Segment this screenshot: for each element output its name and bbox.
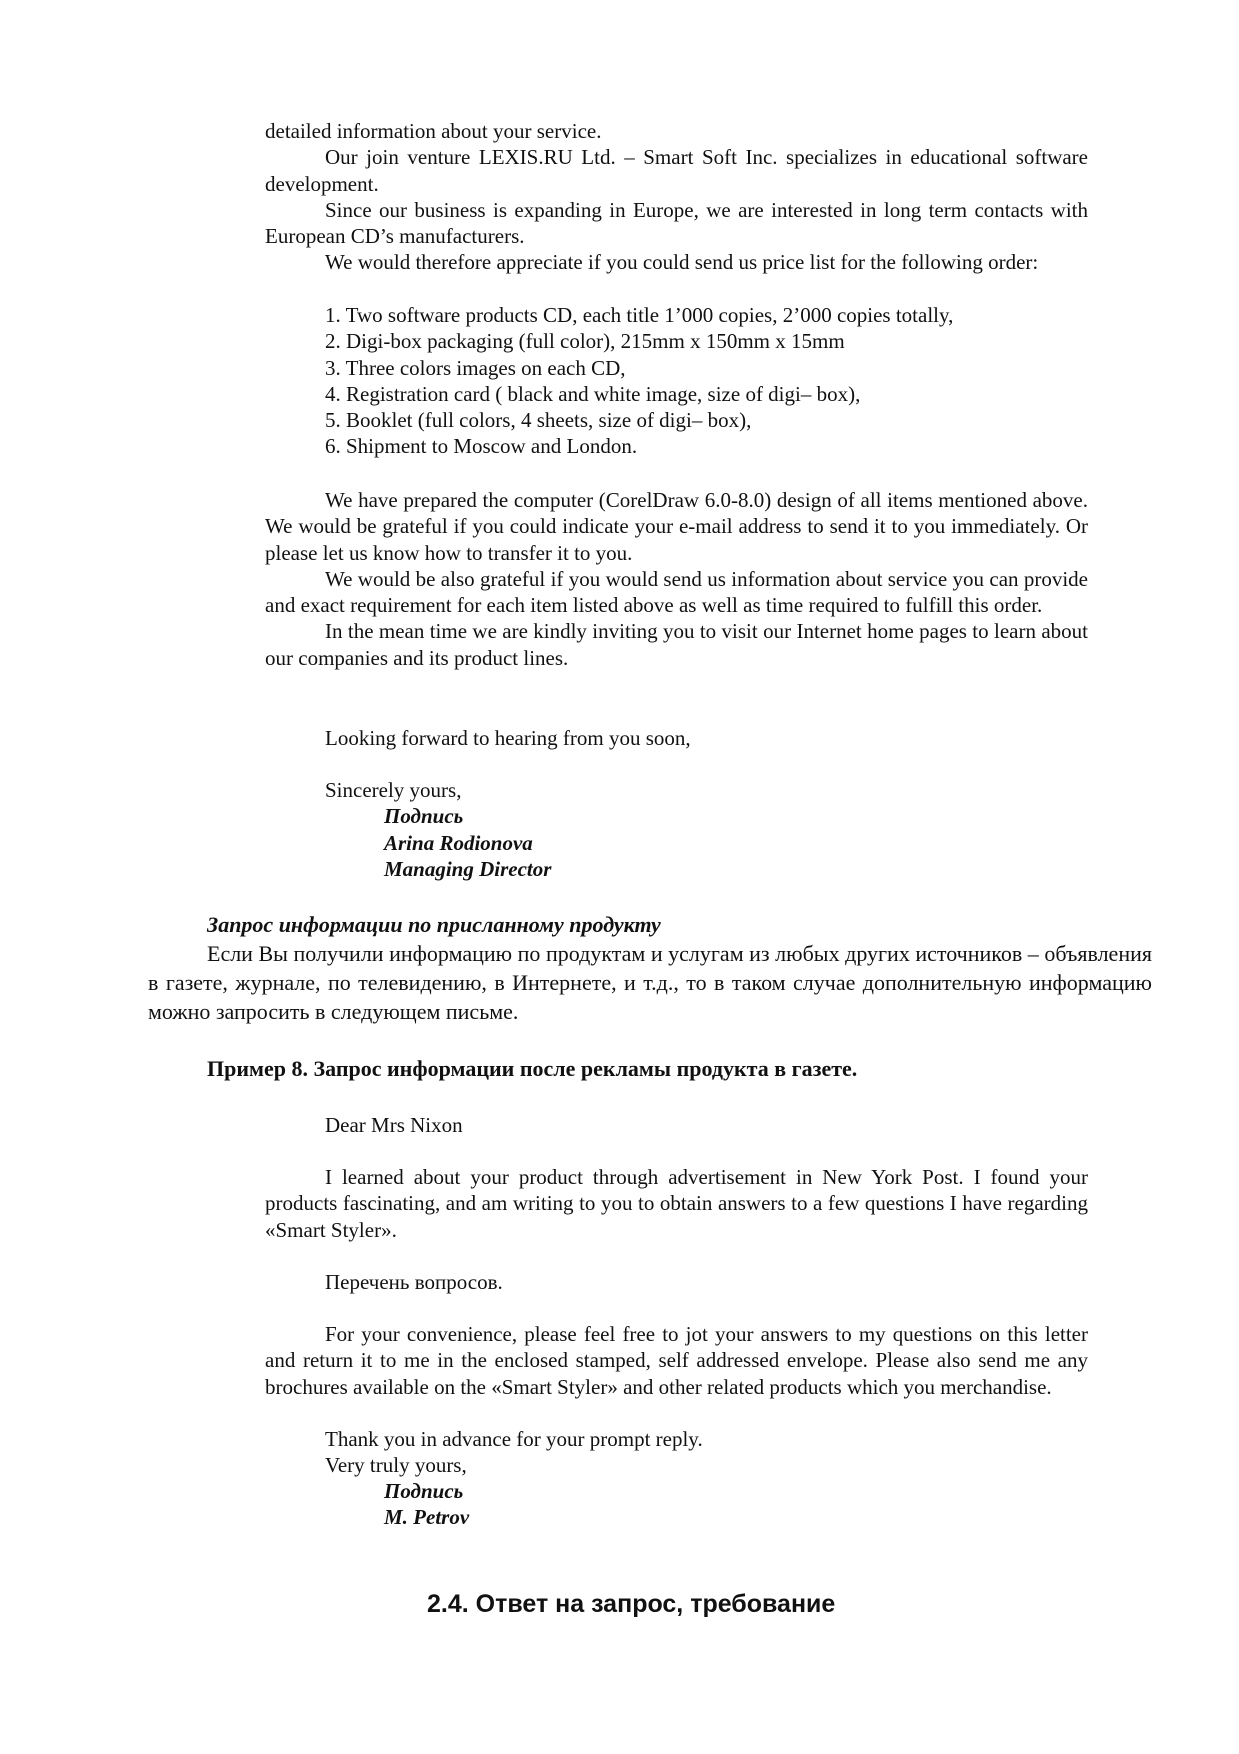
order-item: 3. Three colors images on each CD, xyxy=(325,355,626,380)
order-list xyxy=(325,302,953,460)
paragraph-product-inquiry: Если Вы получили информацию по продуктам и услугам из любых других источников – объявления в газете, журнале, по телевидению, в Интернете, и т.д., то в таком случае дополнительную информацию можно запросить в следующем письме. xyxy=(148,941,1152,1024)
paragraph-convenience: For your convenience, please feel free to jot your answers to my questions on this letter and return it to me in the enclosed stamped, self addressed envelope. Please also send me any brochures available on the «Smart Styler» and other related products which you merchandise. xyxy=(265,1322,1088,1399)
paragraph-service: We would be also grateful if you would send us information about service you can provide and exact requirement for each item listed above as well as time required to fulfill this order. xyxy=(265,566,1088,618)
order-item: 2. Digi-box packaging (full color), 215mm x 150mm x 15mm xyxy=(325,329,845,354)
section-heading-2-4: 2.4. Ответ на запрос, требование xyxy=(427,1590,836,1618)
paragraph-business: Since our business is expanding in Europe, we are interested in long term contacts with European CD’s manufacturers. xyxy=(265,197,1088,249)
section-body-product-inquiry xyxy=(148,939,1152,1026)
signer-title: Managing Director xyxy=(384,857,552,881)
questions-placeholder: Перечень вопросов. xyxy=(325,1270,503,1294)
paragraph-design: We have prepared the computer (CorelDraw 6.0-8.0) design of all items mentioned above. We would be grateful if you could indicate your e-mail address to send it to you immediately. Or please let us know how to transfer it to you. xyxy=(265,488,1088,565)
order-item: 6. Shipment to Moscow and London. xyxy=(325,434,638,459)
signature-label: Подпись xyxy=(384,1479,464,1503)
paragraph-visit: In the mean time we are kindly inviting you to visit our Internet home pages to learn about our companies and its product lines. xyxy=(265,619,1088,670)
example-8-body-bottom xyxy=(265,1321,1088,1400)
letter-continuation: detailed information about your service. xyxy=(265,119,602,143)
signature-label: Подпись xyxy=(384,804,464,828)
example-8-title: Пример 8. Запрос информации после рекламы продукта в газете. xyxy=(207,1056,858,1081)
signer-name: Arina Rodionova xyxy=(384,831,533,855)
salutation: Dear Mrs Nixon xyxy=(325,1113,463,1137)
example-8-body-top xyxy=(265,1164,1088,1243)
order-item: 1. Two software products CD, each title 1’000 copies, 2’000 copies totally, xyxy=(325,303,954,327)
closing-sincerely: Sincerely yours, xyxy=(325,778,462,802)
paragraph-learned: I learned about your product through advertisement in New York Post. I found your products fascinating, and am writing to you to obtain answers to a few questions I have regarding «Smart Styler». xyxy=(265,1165,1088,1242)
section-title-product-inquiry: Запрос информации по присланному продукту xyxy=(207,912,661,937)
letter-body-top xyxy=(265,118,1088,276)
closing-very-truly: Very truly yours, xyxy=(325,1453,467,1477)
letter-body-middle xyxy=(265,487,1088,671)
paragraph-venture: Our join venture LEXIS.RU Ltd. – Smart Soft Inc. specializes in educational software development. xyxy=(265,145,1088,196)
signer-name: M. Petrov xyxy=(384,1505,470,1529)
thanks-line: Thank you in advance for your prompt reply. xyxy=(325,1427,703,1451)
order-item: 4. Registration card ( black and white image, size of digi– box), xyxy=(325,381,861,406)
paragraph-request: We would therefore appreciate if you could send us price list for the following order: xyxy=(325,250,1039,275)
order-item: 5. Booklet (full colors, 4 sheets, size of digi– box), xyxy=(325,408,752,433)
looking-forward: Looking forward to hearing from you soon, xyxy=(325,726,691,750)
